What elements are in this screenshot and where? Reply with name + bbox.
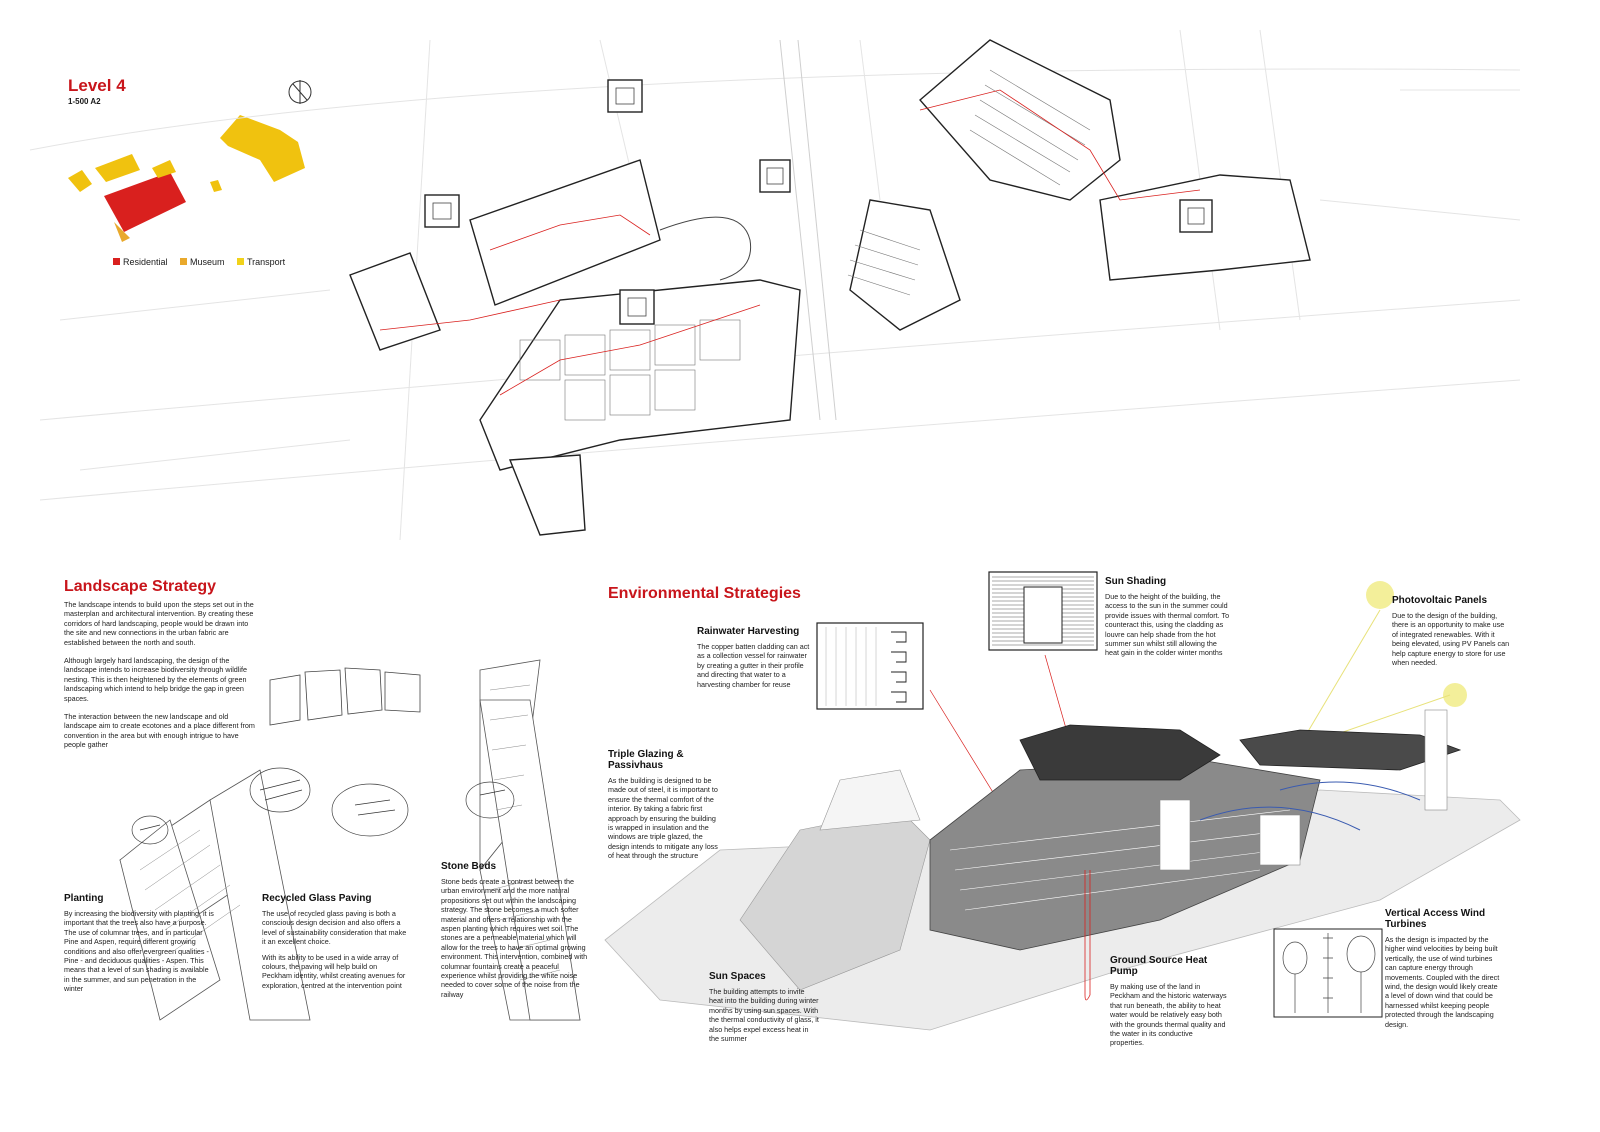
shading-title: Sun Shading xyxy=(1105,576,1167,587)
landscape-paragraph: The landscape intends to build upon the steps set out in the masterplan and architectural intervention. By creating these corridors of hard landscaping, people would be drawn into the site and new connections in the urban fabric are established between the north and south. xyxy=(64,600,254,647)
legend-label: Residential xyxy=(123,256,168,267)
trees-elevation-drawing xyxy=(1273,928,1385,1020)
glazing-title: Triple Glazing & Passivhaus xyxy=(608,749,684,771)
pv-text: Due to the design of the building, there is an opportunity to make use of integrated renewables. With it being elevated, using PV Panels can help capture energy to store for use when needed. xyxy=(1392,611,1510,668)
wind-title: Vertical Access Wind Turbines xyxy=(1385,908,1486,930)
rainwater-title: Rainwater Harvesting xyxy=(697,626,800,637)
stone-text: Stone beds create a contrast between the urban environment and the more natural propositions set out within the landscaping strategy. The stone becomes a much softer material and offers a relationship with the aspen planting which requires wet soil. The stones are a permeable material which will allow for the trees to have an optimal growing environment. This intervention, combined with columnar fountains create a peaceful experience whilst providing the white noise needed to cover some of the noise from the railway xyxy=(441,877,588,999)
shading-text: Due to the height of the building, the access to the sun in the summer could provide issues with thermal comfort. To counteract this, using the cladding as louvre can help shade from the hot summer sun whilst still allowing the heat gain in the colder winter months xyxy=(1105,592,1230,658)
rainwater-block xyxy=(697,626,812,689)
level-title: Level 4 xyxy=(68,76,126,95)
shading-block xyxy=(1105,576,1230,658)
rainwater-text: The copper batten cladding can act as a collection vessel for rainwater by creating a gutter in their profile and directing that water to a harvesting chamber for reuse xyxy=(697,642,810,689)
glass-title: Recycled Glass Paving xyxy=(262,893,372,904)
landscape-paragraph: Although largely hard landscaping, the design of the landscape intends to increase biodiversity through wildlife nesting. This is then heightened by the elements of green landscaping which intend to help bridge the gap in green spaces. xyxy=(64,656,247,703)
level-scale: 1-500 A2 xyxy=(68,97,101,106)
glazing-text: As the building is designed to be made out of steel, it is important to ensure the thermal comfort of the interior. By taking a fabric first approach by ensuring the building is wrapped in insulation and the windows are triple glazed, the design intends to mitigate any loss of heat through the structure xyxy=(608,776,718,861)
pv-title: Photovoltaic Panels xyxy=(1392,595,1488,606)
wind-text: As the design is impacted by the higher wind velocities by being built vertically, the use of wind turbines can capture energy through movements. Coupled with the direct wind, the design would likely create a level of down wind that could be harnessed whilst keeping people protected through the landscaping design. xyxy=(1385,935,1500,1029)
environment-title: Environmental Strategies xyxy=(608,585,801,602)
landscape-title: Landscape Strategy xyxy=(64,578,217,595)
stone-title: Stone Beds xyxy=(441,861,497,872)
landscape-paragraph: The interaction between the new landscape and old landscape aim to create ecotones and a place different from convention in the area but with enough intrigue to have people gather xyxy=(64,712,255,750)
legend-label: Transport xyxy=(246,256,286,267)
heatpump-text: By making use of the land in Peckham and the historic waterways that run beneath, the ability to heat water would be relatively easy both with the grounds thermal quality and the water in its conductive properties. xyxy=(1110,982,1227,1048)
planting-text: By increasing the biodiversity with planting, it is important that the trees also have a purpose. The use of columnar trees, and in particular Pine and Aspen, require different growing conditions and also offer evergreen qualities - Pine - and deciduous qualities - Aspen. This means that a level of sun shading is available in the summer, and sun penetration in the winter xyxy=(64,909,214,994)
sunspaces-text: The building attempts to invite heat into the building during winter months by using sun spaces. With the thermal conductivity of glass, it also helps expel excess heat in the summer xyxy=(709,987,819,1044)
sunspaces-title: Sun Spaces xyxy=(709,971,766,982)
pv-block xyxy=(1392,595,1510,667)
glass-text-2: With its ability to be used in a wide array of colours, the paving will help build on Peckham identity, whilst creating avenues for exploration, centred at the intervention point xyxy=(262,952,406,990)
sunspaces-block xyxy=(709,971,819,1043)
heatpump-title: Ground Source Heat Pump xyxy=(1110,955,1208,977)
glazing-block xyxy=(608,749,720,861)
legend-label: Museum xyxy=(189,256,225,267)
planting-title: Planting xyxy=(64,893,104,904)
heatpump-block xyxy=(1110,955,1228,1048)
wind-block xyxy=(1385,908,1503,1029)
glass-text: The use of recycled glass paving is both a conscious design decision and also offers a level of sustainability consideration that make it an excellent choice. xyxy=(262,909,407,947)
